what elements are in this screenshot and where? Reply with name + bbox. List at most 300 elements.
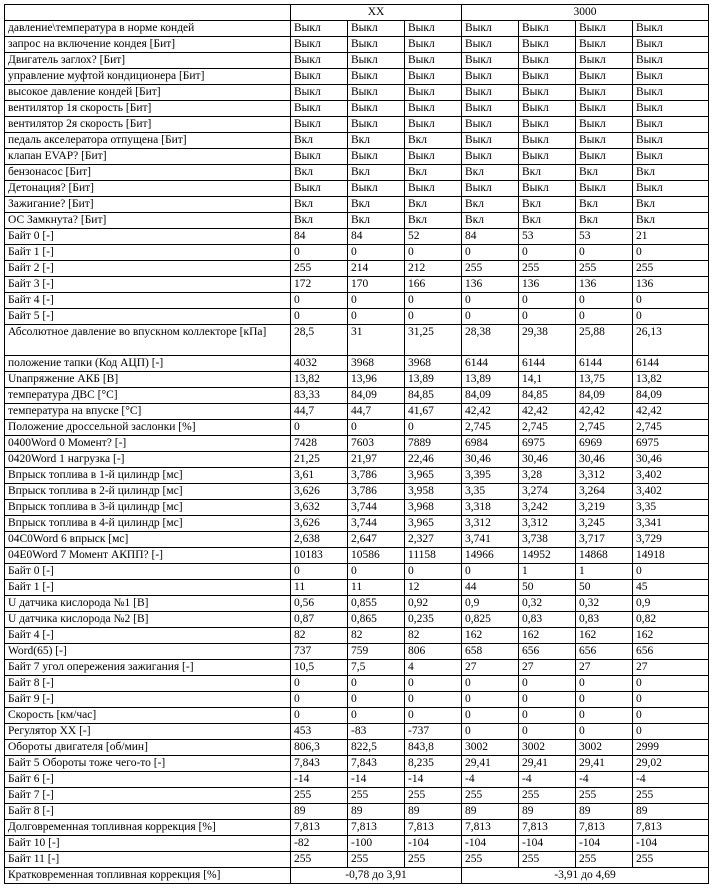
value-cell: Вкл bbox=[462, 197, 519, 213]
table-row bbox=[5, 692, 709, 708]
value-cell: Вкл bbox=[348, 213, 405, 229]
value-cell: 82 bbox=[405, 628, 462, 644]
value-cell: 0 bbox=[633, 309, 709, 325]
value-cell: 0 bbox=[462, 564, 519, 580]
table-row bbox=[5, 596, 709, 612]
value-cell: Выкл bbox=[633, 69, 709, 85]
value-cell: 255 bbox=[519, 788, 576, 804]
row-label: Абсолютное давление во впускном коллекторе [кПа] bbox=[5, 325, 291, 356]
value-cell: 255 bbox=[291, 788, 348, 804]
header-group-3000: 3000 bbox=[462, 5, 709, 21]
value-cell: -104 bbox=[462, 836, 519, 852]
value-cell: 6144 bbox=[462, 356, 519, 372]
row-label: запрос на включение кондея [Бит] bbox=[5, 37, 291, 53]
value-cell: 13,89 bbox=[405, 372, 462, 388]
value-cell: 89 bbox=[291, 804, 348, 820]
table-row bbox=[5, 261, 709, 277]
value-cell: 3002 bbox=[462, 740, 519, 756]
value-cell: Выкл bbox=[348, 53, 405, 69]
row-label: Зажигание? [Бит] bbox=[5, 197, 291, 213]
value-cell: Выкл bbox=[291, 101, 348, 117]
value-cell: 11 bbox=[348, 580, 405, 596]
value-cell: 29,41 bbox=[519, 756, 576, 772]
value-cell: -4 bbox=[519, 772, 576, 788]
value-cell: 7,5 bbox=[348, 660, 405, 676]
value-cell: -14 bbox=[405, 772, 462, 788]
row-label: Детонация? [Бит] bbox=[5, 181, 291, 197]
value-cell: Выкл bbox=[633, 53, 709, 69]
table-row bbox=[5, 21, 709, 37]
value-cell: 0 bbox=[462, 692, 519, 708]
row-label: Unапряжение АКБ [В] bbox=[5, 372, 291, 388]
row-label: Байт 1 [-] bbox=[5, 580, 291, 596]
value-cell: 10183 bbox=[291, 548, 348, 564]
row-label: бензонасос [Бит] bbox=[5, 165, 291, 181]
value-cell: 3,35 bbox=[462, 484, 519, 500]
row-label: Байт 11 [-] bbox=[5, 852, 291, 868]
value-cell: Вкл bbox=[405, 133, 462, 149]
value-cell: Вкл bbox=[576, 165, 633, 181]
value-cell: 13,75 bbox=[576, 372, 633, 388]
value-cell: 53 bbox=[519, 229, 576, 245]
table-row bbox=[5, 548, 709, 564]
value-cell: Выкл bbox=[462, 69, 519, 85]
value-cell: Выкл bbox=[633, 101, 709, 117]
value-cell: 4 bbox=[405, 660, 462, 676]
value-cell: 7,813 bbox=[519, 820, 576, 836]
value-cell: 28,5 bbox=[291, 325, 348, 356]
value-cell: 4032 bbox=[291, 356, 348, 372]
value-cell: 0 bbox=[405, 245, 462, 261]
value-cell: 0,32 bbox=[519, 596, 576, 612]
footer-row bbox=[5, 868, 709, 884]
value-cell: 3002 bbox=[519, 740, 576, 756]
row-label: Впрыск топлива в 3-й цилиндр [мс] bbox=[5, 500, 291, 516]
value-cell: 0 bbox=[576, 724, 633, 740]
value-cell: 13,96 bbox=[348, 372, 405, 388]
value-cell: 3,965 bbox=[405, 468, 462, 484]
value-cell: Выкл bbox=[462, 37, 519, 53]
value-cell: 453 bbox=[291, 724, 348, 740]
value-cell: 0 bbox=[519, 676, 576, 692]
value-cell: 2,745 bbox=[519, 420, 576, 436]
value-cell: 27 bbox=[633, 660, 709, 676]
value-cell: -4 bbox=[462, 772, 519, 788]
value-cell: 255 bbox=[462, 788, 519, 804]
value-cell: Выкл bbox=[291, 21, 348, 37]
value-cell: 656 bbox=[633, 644, 709, 660]
value-cell: 3,729 bbox=[633, 532, 709, 548]
value-cell: 0 bbox=[405, 676, 462, 692]
row-label: положение тапки (Код АЦП) [-] bbox=[5, 356, 291, 372]
value-cell: 0 bbox=[462, 708, 519, 724]
value-cell: -104 bbox=[405, 836, 462, 852]
value-cell: 21,97 bbox=[348, 452, 405, 468]
value-cell: 0 bbox=[576, 692, 633, 708]
value-cell: Выкл bbox=[633, 85, 709, 101]
row-label: Байт 8 [-] bbox=[5, 804, 291, 820]
value-cell: 42,42 bbox=[576, 404, 633, 420]
value-cell: 26,13 bbox=[633, 325, 709, 356]
value-cell: Выкл bbox=[462, 181, 519, 197]
value-cell: Вкл bbox=[291, 197, 348, 213]
value-cell: Выкл bbox=[405, 37, 462, 53]
value-cell: 84 bbox=[348, 229, 405, 245]
row-label: давление\температура в норме кондей bbox=[5, 21, 291, 37]
value-cell: 136 bbox=[633, 277, 709, 293]
value-cell: 0 bbox=[519, 293, 576, 309]
value-cell: 3,35 bbox=[633, 500, 709, 516]
value-cell: 3,738 bbox=[519, 532, 576, 548]
value-cell: Вкл bbox=[576, 213, 633, 229]
value-cell: 27 bbox=[462, 660, 519, 676]
value-cell: 2,647 bbox=[348, 532, 405, 548]
table-row bbox=[5, 245, 709, 261]
value-cell: 82 bbox=[348, 628, 405, 644]
value-cell: 84,09 bbox=[462, 388, 519, 404]
value-cell: Выкл bbox=[405, 181, 462, 197]
value-cell: 255 bbox=[576, 852, 633, 868]
value-cell: 3,626 bbox=[291, 484, 348, 500]
value-cell: 29,02 bbox=[633, 756, 709, 772]
value-cell: 3,312 bbox=[519, 516, 576, 532]
table-row bbox=[5, 165, 709, 181]
table-row bbox=[5, 452, 709, 468]
value-cell: 0 bbox=[576, 245, 633, 261]
table-row bbox=[5, 133, 709, 149]
value-cell: 3,626 bbox=[291, 516, 348, 532]
value-cell: Выкл bbox=[348, 181, 405, 197]
row-label: Байт 10 [-] bbox=[5, 836, 291, 852]
value-cell: -737 bbox=[405, 724, 462, 740]
table-row bbox=[5, 372, 709, 388]
value-cell: Вкл bbox=[633, 165, 709, 181]
table-row bbox=[5, 628, 709, 644]
value-cell: 0 bbox=[462, 309, 519, 325]
value-cell: 7,843 bbox=[291, 756, 348, 772]
value-cell: Выкл bbox=[405, 21, 462, 37]
value-cell: Выкл bbox=[633, 149, 709, 165]
value-cell: 822,5 bbox=[348, 740, 405, 756]
value-cell: -83 bbox=[348, 724, 405, 740]
value-cell: 7,813 bbox=[291, 820, 348, 836]
engine-diagnostics-table bbox=[4, 4, 709, 884]
value-cell: Выкл bbox=[348, 149, 405, 165]
value-cell: Выкл bbox=[519, 69, 576, 85]
row-label: Двигатель заглох? [Бит] bbox=[5, 53, 291, 69]
table-row bbox=[5, 356, 709, 372]
value-cell: 11158 bbox=[405, 548, 462, 564]
value-cell: 0 bbox=[291, 692, 348, 708]
value-cell: Выкл bbox=[348, 101, 405, 117]
value-cell: 0 bbox=[348, 708, 405, 724]
value-cell: 3,632 bbox=[291, 500, 348, 516]
value-cell: 0,855 bbox=[348, 596, 405, 612]
value-cell: 3,968 bbox=[405, 500, 462, 516]
value-cell: Выкл bbox=[576, 101, 633, 117]
value-cell: 0 bbox=[291, 420, 348, 436]
value-cell: 0 bbox=[405, 692, 462, 708]
value-cell: Вкл bbox=[519, 165, 576, 181]
table-row bbox=[5, 53, 709, 69]
value-cell: 0 bbox=[405, 293, 462, 309]
value-cell: 6144 bbox=[576, 356, 633, 372]
value-cell: -14 bbox=[348, 772, 405, 788]
value-cell: 7,813 bbox=[633, 820, 709, 836]
value-cell: 0,9 bbox=[462, 596, 519, 612]
value-cell: 656 bbox=[519, 644, 576, 660]
value-cell: 3,318 bbox=[462, 500, 519, 516]
value-cell: Выкл bbox=[633, 117, 709, 133]
value-cell: 166 bbox=[405, 277, 462, 293]
row-label: Байт 9 [-] bbox=[5, 692, 291, 708]
value-cell: 255 bbox=[633, 852, 709, 868]
value-cell: Выкл bbox=[576, 37, 633, 53]
value-cell: 0 bbox=[576, 293, 633, 309]
value-cell: 3,958 bbox=[405, 484, 462, 500]
value-cell: Выкл bbox=[576, 133, 633, 149]
table-row bbox=[5, 580, 709, 596]
value-cell: 0,56 bbox=[291, 596, 348, 612]
value-cell: 3,402 bbox=[633, 468, 709, 484]
value-cell: Вкл bbox=[348, 133, 405, 149]
value-cell: 14868 bbox=[576, 548, 633, 564]
table-row bbox=[5, 388, 709, 404]
value-cell: 0 bbox=[348, 692, 405, 708]
value-cell: Выкл bbox=[519, 21, 576, 37]
value-cell: -104 bbox=[633, 836, 709, 852]
row-label: Байт 0 [-] bbox=[5, 564, 291, 580]
value-cell: 89 bbox=[348, 804, 405, 820]
value-cell: 3,395 bbox=[462, 468, 519, 484]
table-row bbox=[5, 820, 709, 836]
value-cell: 3,744 bbox=[348, 516, 405, 532]
header-empty-cell bbox=[5, 5, 291, 21]
header-group-xx: ХХ bbox=[291, 5, 462, 21]
value-cell: -4 bbox=[633, 772, 709, 788]
value-cell: Вкл bbox=[348, 197, 405, 213]
value-cell: Выкл bbox=[405, 85, 462, 101]
footer-range-xx: -0,78 до 3,91 bbox=[291, 868, 462, 884]
value-cell: 84,09 bbox=[348, 388, 405, 404]
value-cell: Выкл bbox=[348, 117, 405, 133]
value-cell: 0 bbox=[291, 293, 348, 309]
value-cell: 10,5 bbox=[291, 660, 348, 676]
value-cell: Выкл bbox=[291, 53, 348, 69]
value-cell: Выкл bbox=[519, 37, 576, 53]
value-cell: 2,327 bbox=[405, 532, 462, 548]
row-label: 0400Word 0 Момент? [-] bbox=[5, 436, 291, 452]
value-cell: Выкл bbox=[405, 117, 462, 133]
value-cell: 42,42 bbox=[633, 404, 709, 420]
value-cell: 162 bbox=[576, 628, 633, 644]
value-cell: Выкл bbox=[462, 149, 519, 165]
value-cell: 172 bbox=[291, 277, 348, 293]
value-cell: 3,312 bbox=[576, 468, 633, 484]
table-row bbox=[5, 532, 709, 548]
value-cell: Вкл bbox=[576, 197, 633, 213]
value-cell: Выкл bbox=[519, 149, 576, 165]
value-cell: Выкл bbox=[405, 101, 462, 117]
value-cell: 0 bbox=[576, 708, 633, 724]
value-cell: 0,92 bbox=[405, 596, 462, 612]
value-cell: 3,219 bbox=[576, 500, 633, 516]
value-cell: 0,9 bbox=[633, 596, 709, 612]
table-row bbox=[5, 117, 709, 133]
value-cell: Выкл bbox=[462, 117, 519, 133]
row-label: Впрыск топлива в 4-й цилиндр [мс] bbox=[5, 516, 291, 532]
value-cell: Выкл bbox=[348, 85, 405, 101]
value-cell: Выкл bbox=[291, 117, 348, 133]
value-cell: 83,33 bbox=[291, 388, 348, 404]
value-cell: 6144 bbox=[519, 356, 576, 372]
value-cell: 44,7 bbox=[348, 404, 405, 420]
value-cell: 3,245 bbox=[576, 516, 633, 532]
value-cell: 50 bbox=[576, 580, 633, 596]
value-cell: -82 bbox=[291, 836, 348, 852]
value-cell: Выкл bbox=[462, 101, 519, 117]
value-cell: 30,46 bbox=[576, 452, 633, 468]
value-cell: 3,786 bbox=[348, 468, 405, 484]
value-cell: 31 bbox=[348, 325, 405, 356]
table-row bbox=[5, 468, 709, 484]
value-cell: 0 bbox=[348, 420, 405, 436]
value-cell: Выкл bbox=[291, 69, 348, 85]
value-cell: Выкл bbox=[519, 181, 576, 197]
value-cell: Выкл bbox=[291, 181, 348, 197]
value-cell: Выкл bbox=[462, 21, 519, 37]
value-cell: 759 bbox=[348, 644, 405, 660]
row-label: Байт 4 [-] bbox=[5, 293, 291, 309]
value-cell: 3,264 bbox=[576, 484, 633, 500]
value-cell: 12 bbox=[405, 580, 462, 596]
value-cell: 3,341 bbox=[633, 516, 709, 532]
table-row bbox=[5, 309, 709, 325]
value-cell: 84,09 bbox=[633, 388, 709, 404]
value-cell: 7,813 bbox=[348, 820, 405, 836]
value-cell: Вкл bbox=[405, 213, 462, 229]
value-cell: 214 bbox=[348, 261, 405, 277]
value-cell: 6975 bbox=[633, 436, 709, 452]
value-cell: Выкл bbox=[576, 149, 633, 165]
value-cell: 8,235 bbox=[405, 756, 462, 772]
value-cell: 6984 bbox=[462, 436, 519, 452]
table-row bbox=[5, 436, 709, 452]
table-row bbox=[5, 404, 709, 420]
value-cell: 136 bbox=[576, 277, 633, 293]
value-cell: 136 bbox=[519, 277, 576, 293]
row-label: управление муфтой кондиционера [Бит] bbox=[5, 69, 291, 85]
value-cell: 1 bbox=[519, 564, 576, 580]
value-cell: 0,825 bbox=[462, 612, 519, 628]
table-row bbox=[5, 484, 709, 500]
value-cell: 255 bbox=[462, 852, 519, 868]
value-cell: 31,25 bbox=[405, 325, 462, 356]
value-cell: 0,87 bbox=[291, 612, 348, 628]
value-cell: Вкл bbox=[405, 165, 462, 181]
value-cell: Выкл bbox=[633, 181, 709, 197]
value-cell: 84 bbox=[462, 229, 519, 245]
value-cell: 3,28 bbox=[519, 468, 576, 484]
value-cell: 7,813 bbox=[576, 820, 633, 836]
table-row bbox=[5, 724, 709, 740]
row-label: Байт 0 [-] bbox=[5, 229, 291, 245]
row-label: Байт 7 [-] bbox=[5, 788, 291, 804]
value-cell: 0,82 bbox=[633, 612, 709, 628]
value-cell: 0 bbox=[633, 293, 709, 309]
value-cell: 658 bbox=[462, 644, 519, 660]
value-cell: 255 bbox=[633, 261, 709, 277]
value-cell: 6144 bbox=[633, 356, 709, 372]
value-cell: 27 bbox=[576, 660, 633, 676]
value-cell: 255 bbox=[348, 788, 405, 804]
table-row bbox=[5, 37, 709, 53]
table-row bbox=[5, 676, 709, 692]
value-cell: 255 bbox=[291, 261, 348, 277]
row-label: Байт 8 [-] bbox=[5, 676, 291, 692]
value-cell: 0 bbox=[348, 676, 405, 692]
value-cell: 255 bbox=[405, 852, 462, 868]
row-label: Положение дроссельной заслонки [%] bbox=[5, 420, 291, 436]
value-cell: 0 bbox=[633, 564, 709, 580]
row-label: Байт 5 Обороты тоже чего-то [-] bbox=[5, 756, 291, 772]
table-row bbox=[5, 277, 709, 293]
value-cell: 89 bbox=[462, 804, 519, 820]
row-label: Байт 6 [-] bbox=[5, 772, 291, 788]
row-label: педаль акселератора отпущена [Бит] bbox=[5, 133, 291, 149]
row-label: Обороты двигателя [об/мин] bbox=[5, 740, 291, 756]
row-label: 0420Word 1 нагрузка [-] bbox=[5, 452, 291, 468]
row-label: Байт 5 [-] bbox=[5, 309, 291, 325]
value-cell: 255 bbox=[576, 261, 633, 277]
table-row bbox=[5, 85, 709, 101]
value-cell: 30,46 bbox=[633, 452, 709, 468]
value-cell: 44,7 bbox=[291, 404, 348, 420]
row-label: Байт 2 [-] bbox=[5, 261, 291, 277]
value-cell: Выкл bbox=[633, 37, 709, 53]
value-cell: 89 bbox=[405, 804, 462, 820]
value-cell: Выкл bbox=[519, 117, 576, 133]
value-cell: 42,42 bbox=[519, 404, 576, 420]
table-row bbox=[5, 420, 709, 436]
value-cell: 84 bbox=[291, 229, 348, 245]
value-cell: Вкл bbox=[291, 213, 348, 229]
value-cell: 13,82 bbox=[633, 372, 709, 388]
value-cell: 13,89 bbox=[462, 372, 519, 388]
value-cell: Вкл bbox=[633, 213, 709, 229]
value-cell: -104 bbox=[576, 836, 633, 852]
row-label: вентилятор 1я скорость [Бит] bbox=[5, 101, 291, 117]
value-cell: 0 bbox=[633, 724, 709, 740]
value-cell: 3,965 bbox=[405, 516, 462, 532]
value-cell: 6975 bbox=[519, 436, 576, 452]
value-cell: 0 bbox=[405, 708, 462, 724]
row-label: Впрыск топлива в 1-й цилиндр [мс] bbox=[5, 468, 291, 484]
value-cell: 7,813 bbox=[405, 820, 462, 836]
table-row bbox=[5, 740, 709, 756]
value-cell: 89 bbox=[633, 804, 709, 820]
value-cell: Выкл bbox=[576, 69, 633, 85]
value-cell: Вкл bbox=[291, 165, 348, 181]
row-label: Регулятор ХХ [-] bbox=[5, 724, 291, 740]
value-cell: 29,38 bbox=[519, 325, 576, 356]
value-cell: Вкл bbox=[405, 197, 462, 213]
value-cell: 0,83 bbox=[519, 612, 576, 628]
value-cell: 30,46 bbox=[462, 452, 519, 468]
value-cell: 0 bbox=[291, 245, 348, 261]
value-cell: 0 bbox=[291, 708, 348, 724]
header-row bbox=[5, 5, 709, 21]
